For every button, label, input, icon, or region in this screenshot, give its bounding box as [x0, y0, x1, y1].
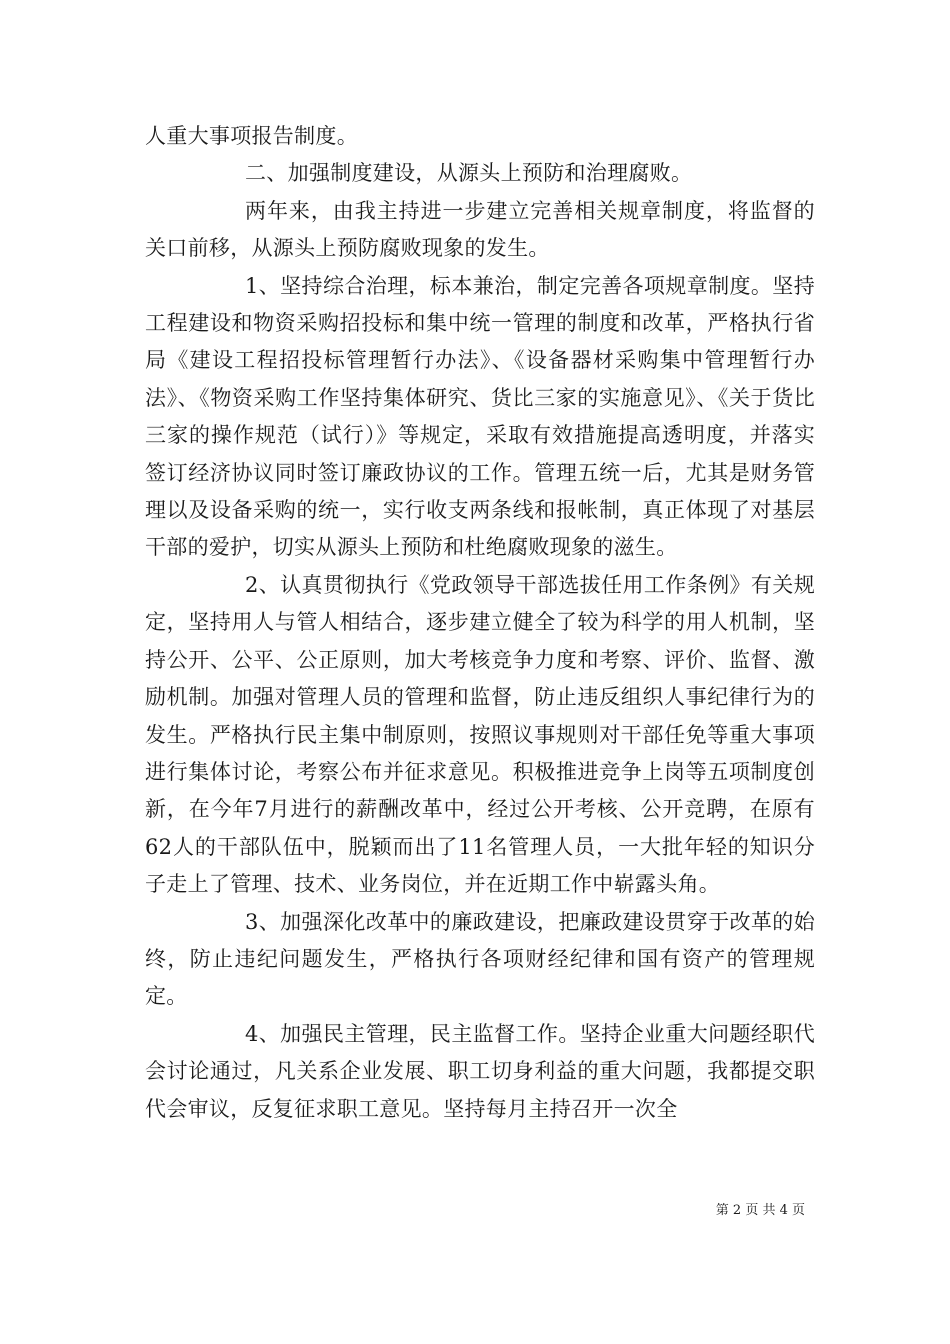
paragraph-continuation: 人重大事项报告制度。 [145, 124, 358, 148]
paragraph-item-2: 2、认真贯彻执行《党政领导干部选拔任用工作条例》有关规定，坚持用人与管人相结合，逐步建立健全了较为科学的用人机制，坚持公开、公平、公正原则，加大考核竞争力度和考察、评价、监督、激励机制。加强对管理人员的管理和监督，防止违反组织人事纪律行为的发生。严格执行民主集中制原则，按照议事规则对干部任免等重大事项进行集体讨论，考察公布并征求意见。积极推进竞争上岗等五项制度创新，在今年7月进行的薪酬改革中，经过公开考核、公开竞聘，在原有62人的干部队伍中，脱颖而出了11名管理人员，一大批年轻的知识分子走上了管理、技术、业务岗位，并在近期工作中崭露头角。 [145, 572, 815, 897]
paragraph-intro: 两年来，由我主持进一步建立完善相关规章制度，将监督的关口前移，从源头上预防腐败现象的发生。 [145, 198, 815, 261]
paragraph-item-1: 1、坚持综合治理，标本兼治，制定完善各项规章制度。坚持工程建设和物资采购招投标和集中统一管理的制度和改革，严格执行省局《建设工程招投标管理暂行办法》、《设备器材采购集中管理暂行办法》、《物资采购工作坚持集体研究、货比三家的实施意见》、《关于货比三家的操作规范（试行）》等规定，采取有效措施提高透明度，并落实签订经济协议同时签订廉政协议的工作。管理五统一后，尤其是财务管理以及设备采购的统一，实行收支两条线和报帐制，真正体现了对基层干部的爱护，切实从源头上预防和杜绝腐败现象的滋生。 [145, 273, 815, 560]
document-body [145, 118, 815, 1128]
page-number-footer: 第 2 页 共 4 页 [715, 1203, 805, 1218]
paragraph-item-3: 3、加强深化改革中的廉政建设，把廉政建设贯穿于改革的始终，防止违纪问题发生，严格执行各项财经纪律和国有资产的管理规定。 [145, 909, 815, 1009]
section-heading-two: 二、加强制度建设，从源头上预防和治理腐败。 [245, 161, 693, 186]
paragraph-item-4: 4、加强民主管理，民主监督工作。坚持企业重大问题经职代会讨论通过，凡关系企业发展、职工切身利益的重大问题，我都提交职代会审议，反复征求职工意见。坚持每月主持召开一次全 [145, 1021, 815, 1121]
